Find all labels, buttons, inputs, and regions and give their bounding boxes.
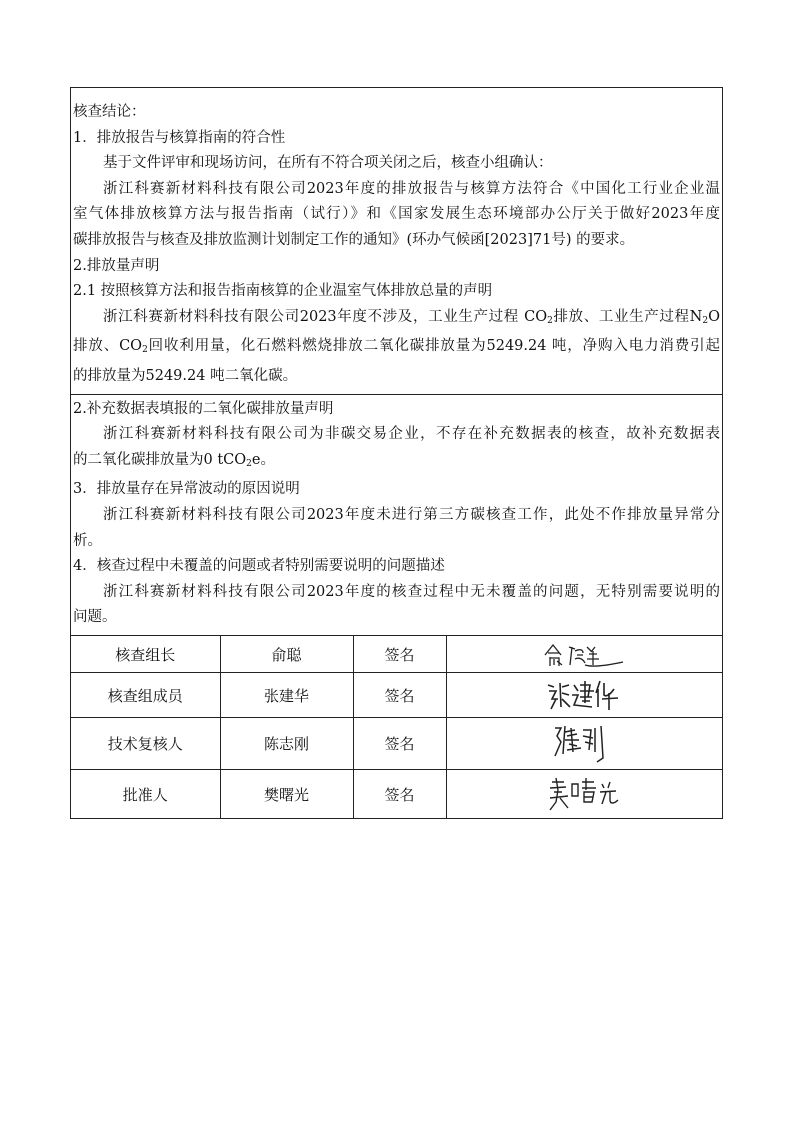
handwritten-signature <box>544 677 624 713</box>
name-cell: 俞聪 <box>220 636 353 673</box>
item-4-title: 4．核查过程中未覆盖的问题或者特别需要说明的问题描述 <box>73 558 445 575</box>
supplementary-section <box>71 395 722 636</box>
name-cell: 陈志刚 <box>220 718 353 770</box>
signature-row <box>71 718 722 770</box>
verification-conclusion-table <box>70 87 723 819</box>
sign-label-cell: 签名 <box>353 673 446 718</box>
signature-table <box>71 636 722 818</box>
text-run: 排放、CO <box>73 338 143 355</box>
role-cell: 技术复核人 <box>71 718 220 770</box>
item-2-1-paragraph-line <box>73 305 720 335</box>
item-1-paragraph-line: 室气体排放核算方法与报告指南（试行）》和《国家发展生态环境部办公厅关于做好2023年度 <box>73 206 720 223</box>
signature-row <box>71 673 722 718</box>
subscript: 2 <box>702 315 709 326</box>
item-4-paragraph-line: 问题。 <box>73 609 117 626</box>
sign-label-cell: 签名 <box>353 636 446 673</box>
role-cell: 批准人 <box>71 770 220 818</box>
text-run: 回收利用量，化石燃料燃烧排放二氧化碳排放量为5249.24 吨，净购入电力消费引起 <box>147 338 720 355</box>
handwritten-signature <box>549 722 619 766</box>
name-cell: 樊曙光 <box>220 770 353 818</box>
name-cell: 张建华 <box>220 673 353 718</box>
text-run: 的二氧化碳排放量为0 tCO <box>73 451 247 468</box>
signature-row <box>71 636 722 673</box>
signature-cell <box>446 673 722 718</box>
handwritten-signature <box>546 774 622 814</box>
subscript: 2 <box>142 345 148 356</box>
item-3-paragraph-line: 浙江科赛新材料科技有限公司2023年度未进行第三方碳核查工作，此处不作排放量异常分 <box>103 506 720 523</box>
sign-label-cell: 签名 <box>353 770 446 818</box>
item-1-title: 1．排放报告与核算指南的符合性 <box>73 129 286 146</box>
text-run: e。 <box>251 451 275 468</box>
item-1-paragraph-line: 碳排放报告与核查及排放监测计划制定工作的通知》(环办气候函[2023]71号) 的要求。 <box>73 231 635 248</box>
item-2-title: 2.排放量声明 <box>73 257 160 274</box>
subscript: 2 <box>246 458 252 469</box>
item-3-title: 3．排放量存在异常波动的原因说明 <box>73 481 300 498</box>
item-2-1-title: 2.1 按照核算方法和报告指南核算的企业温室气体排放总量的声明 <box>73 283 493 300</box>
subscript: 2 <box>547 315 553 326</box>
item-2-1-paragraph-line: 的排放量为5249.24 吨二氧化碳。 <box>73 367 298 384</box>
item-3-paragraph-line: 析。 <box>73 532 102 549</box>
text-run: O <box>708 308 720 325</box>
item-1-intro: 基于文件评审和现场访问，在所有不符合项关闭之后，核查小组确认： <box>103 155 553 172</box>
item-2-2-paragraph-line: 浙江科赛新材料科技有限公司为非碳交易企业，不存在补充数据表的核查，故补充数据表 <box>103 426 720 443</box>
item-1-paragraph-line: 浙江科赛新材料科技有限公司2023年度的排放报告与核算方法符合《中国化工行业企业温 <box>103 180 720 197</box>
signature-cell <box>446 718 722 770</box>
item-2-1-paragraph-line <box>73 334 720 364</box>
item-4-paragraph-line: 浙江科赛新材料科技有限公司2023年度的核查过程中无未覆盖的问题，无特别需要说明的 <box>103 583 720 600</box>
conclusion-heading: 核查结论： <box>73 104 146 120</box>
role-cell: 核查组成员 <box>71 673 220 718</box>
conclusion-section <box>71 88 722 395</box>
handwritten-signature <box>539 639 629 669</box>
text-run: 排放、工业生产过程N <box>552 308 703 325</box>
text-run: 浙江科赛新材料科技有限公司2023年度不涉及，工业生产过程 CO <box>103 308 548 325</box>
signature-cell <box>446 770 722 818</box>
signature-cell <box>446 636 722 673</box>
sign-label-cell: 签名 <box>353 718 446 770</box>
signature-row <box>71 770 722 818</box>
role-cell: 核查组长 <box>71 636 220 673</box>
item-2-2-paragraph-line <box>73 448 720 478</box>
item-2-2-title: 2.补充数据表填报的二氧化碳排放量声明 <box>73 400 334 417</box>
